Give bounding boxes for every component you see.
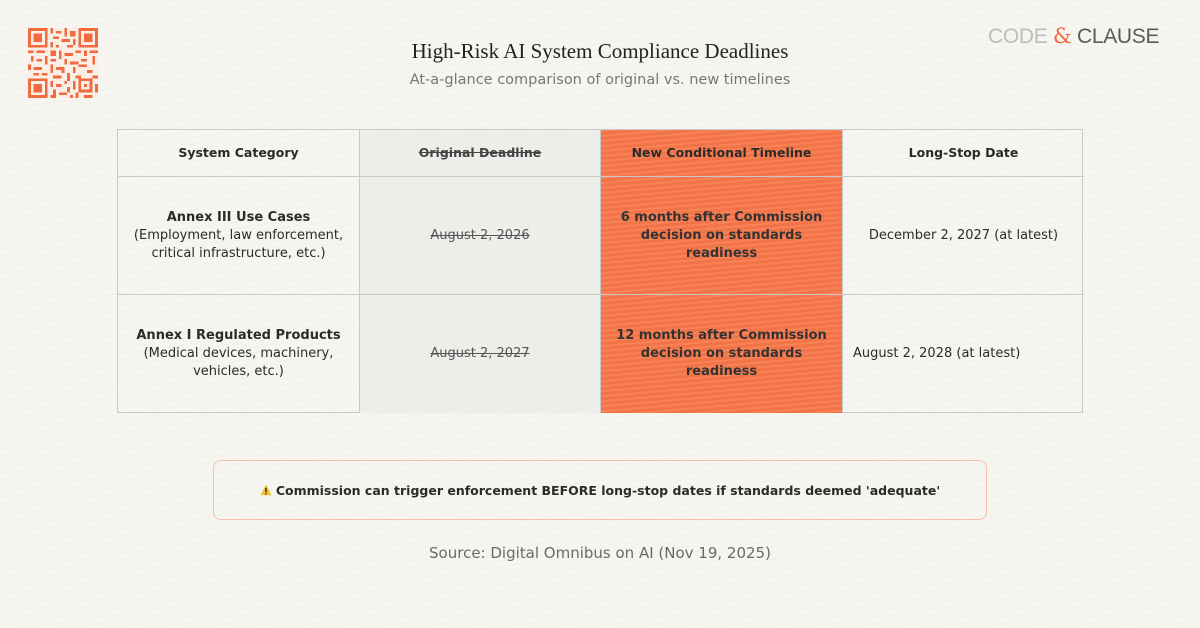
long-stop-value: December 2, 2027 (at latest) <box>868 227 1059 243</box>
table-row-1-original-deadline <box>360 177 601 295</box>
category-description: (Medical devices, machinery, vehicles, etc.) <box>143 346 334 379</box>
long-stop-value: August 2, 2028 (at latest) <box>853 346 1021 361</box>
original-deadline-value: August 2, 2026 <box>430 227 530 243</box>
brand-logo-code: CODE <box>988 25 1054 48</box>
header-system-category: System Category <box>118 130 360 177</box>
table-row-2-new-timeline <box>601 295 843 413</box>
table-row-1-long-stop <box>843 177 1084 295</box>
page-title: High-Risk AI System Compliance Deadlines <box>411 39 789 63</box>
source-citation: Source: Digital Omnibus on AI (Nov 19, 2025) <box>429 544 771 562</box>
original-deadline-value: August 2, 2027 <box>430 346 530 361</box>
warning-text: Commission can trigger enforcement BEFORE long-stop dates if standards deemed 'adequate' <box>275 482 941 498</box>
new-timeline-value: 6 months after Commission decision on standards readiness <box>620 209 823 261</box>
table-row-2-original-deadline <box>360 295 601 413</box>
compliance-deadlines-table <box>117 129 1083 413</box>
header-new-conditional-timeline: New Conditional Timeline <box>601 130 843 177</box>
warning-icon <box>260 484 272 496</box>
category-title: Annex I Regulated Products <box>136 328 341 343</box>
brand-logo-clause: CLAUSE <box>1071 25 1160 48</box>
table-row-2-long-stop <box>843 295 1084 413</box>
header-long-stop-date: Long-Stop Date <box>843 130 1084 177</box>
category-title: Annex III Use Cases <box>166 209 311 225</box>
new-timeline-value: 12 months after Commission decision on standards readiness <box>616 328 827 379</box>
category-description: (Employment, law enforcement, critical infrastructure, etc.) <box>133 227 344 261</box>
table-row-1-new-timeline <box>601 177 843 295</box>
brand-logo-ampersand: & <box>1053 24 1072 48</box>
table-row-2-category <box>118 295 360 413</box>
header-original-deadline: Original Deadline <box>360 130 601 177</box>
page-subtitle: At-a-glance comparison of original vs. new timelines <box>409 72 791 88</box>
warning-callout <box>213 460 987 520</box>
table-row-1-category <box>118 177 360 295</box>
